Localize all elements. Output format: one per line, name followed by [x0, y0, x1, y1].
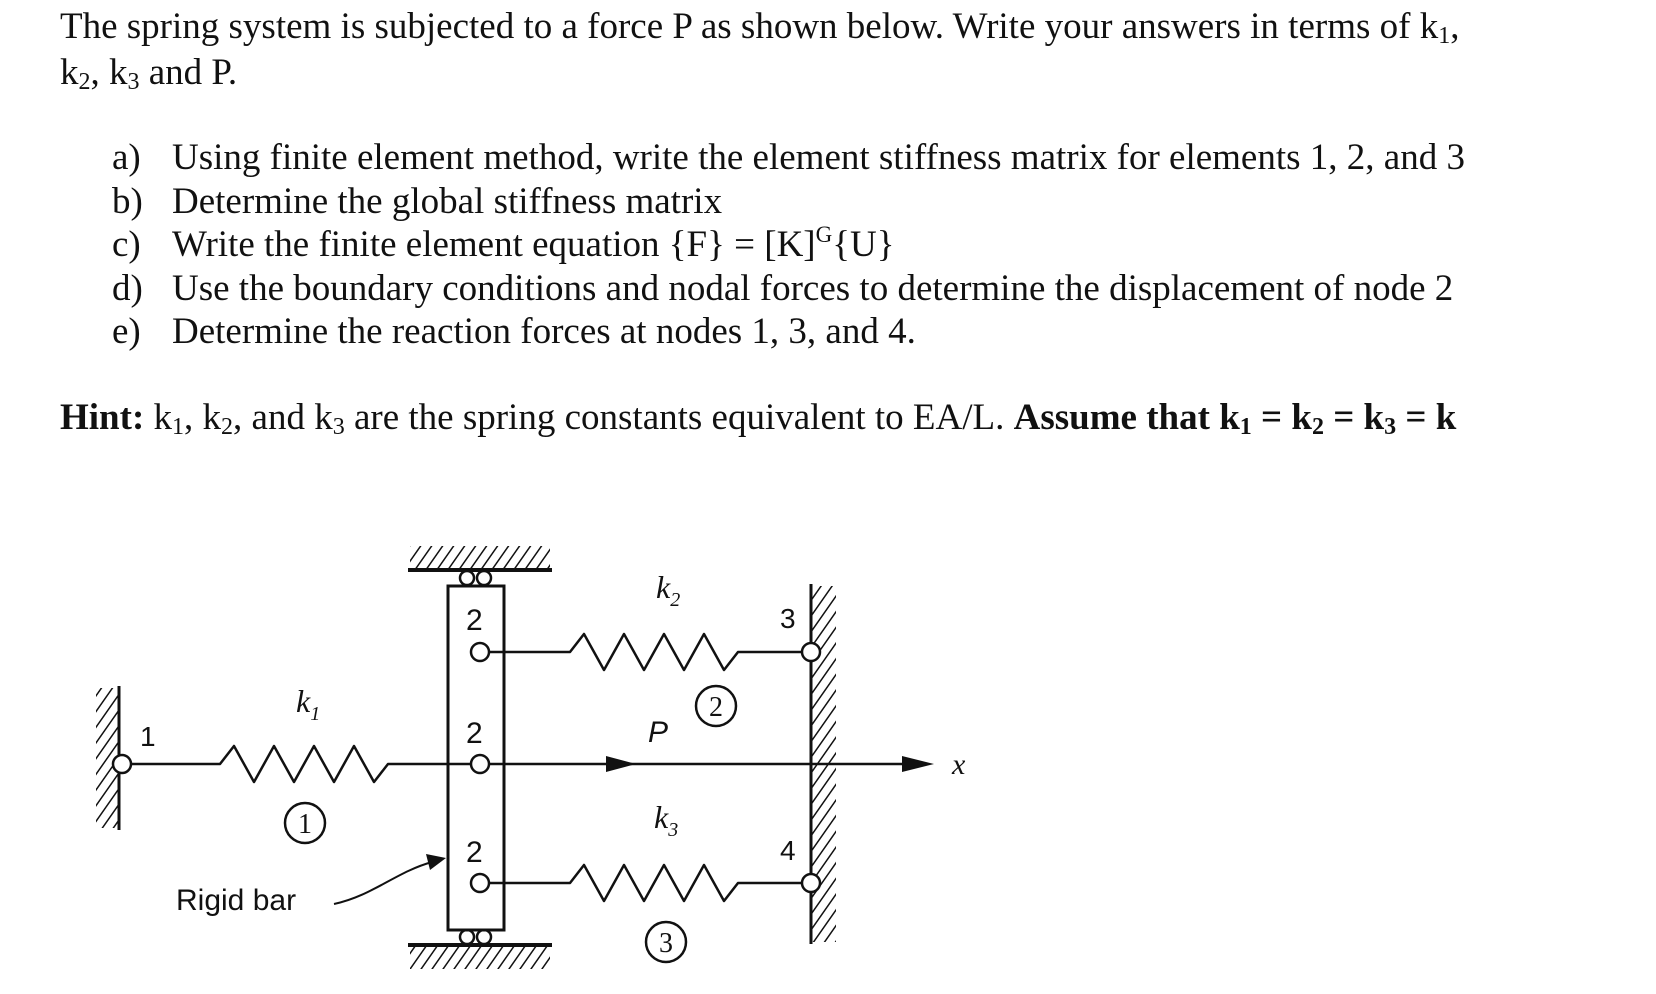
task-letter: a) — [112, 137, 141, 178]
hint-sub-3: 3 — [1384, 414, 1397, 440]
hint-eq: = — [1323, 397, 1364, 438]
hint-and: , and — [233, 397, 315, 438]
hint-sub-2: 2 — [221, 414, 234, 440]
task-text: Using finite element method, write the element stiffness matrix for elements 1, 2, and 3 — [172, 137, 1465, 178]
spring-k1-label — [296, 683, 320, 725]
intro-k3: k — [109, 52, 128, 93]
spring-k3-label — [654, 799, 678, 841]
hint-sub-1: 1 — [172, 414, 185, 440]
spring-k1-sub: 1 — [310, 703, 321, 725]
spring-k2-label — [656, 569, 680, 611]
intro-sep1: , — [1450, 6, 1460, 47]
rigid-bar-leader-arrowhead — [426, 854, 446, 870]
bottom-roller — [477, 930, 491, 944]
top-ground-hatch — [410, 546, 550, 568]
hint-assume: Assume that k — [1013, 397, 1240, 438]
spring-k3 — [480, 865, 811, 901]
element-3-label: 3 — [659, 928, 673, 959]
task-text: Use the boundary conditions and nodal forces to determine the displacement of node 2 — [172, 267, 1454, 309]
bottom-ground-hatch — [410, 947, 550, 969]
x-axis-label: x — [952, 748, 966, 781]
spring-k1-letter: k — [296, 683, 311, 719]
hint-k: k — [202, 397, 222, 438]
top-roller — [477, 571, 491, 585]
task-letter: c) — [112, 224, 141, 265]
node-2-circle — [471, 874, 489, 892]
task-letter: e) — [112, 311, 141, 352]
spring-k2-sub: 2 — [670, 589, 681, 611]
x-axis-arrowhead — [902, 756, 934, 772]
hint-k: k — [1291, 397, 1312, 438]
hint-sub-1: 1 — [1239, 414, 1252, 440]
rigid-bar-label: Rigid bar — [176, 884, 297, 917]
node-1-circle — [113, 755, 131, 773]
task-letter: d) — [112, 267, 143, 309]
intro-k3-sub: 3 — [127, 69, 140, 95]
node-2-label: 2 — [466, 717, 483, 750]
hint-sub-2: 2 — [1311, 414, 1324, 440]
hint-eq: = — [1251, 397, 1292, 438]
force-p-arrowhead — [606, 756, 636, 772]
spring-k2 — [480, 634, 811, 670]
task-text: Determine the reaction forces at nodes 1, 3, and 4. — [172, 311, 916, 352]
top-roller — [460, 571, 474, 585]
task-text: Determine the global stiffness matrix — [172, 180, 723, 222]
node-2-label: 2 — [466, 836, 483, 869]
node-4-label: 4 — [780, 835, 796, 866]
node-1-label: 1 — [140, 721, 156, 752]
hint-label: Hint: — [60, 397, 145, 438]
node-3-circle — [802, 643, 820, 661]
spring-k3-letter: k — [654, 799, 669, 835]
bottom-roller — [460, 930, 474, 944]
intro-k1-sub: 1 — [1438, 23, 1451, 49]
force-p-label: P — [648, 716, 669, 749]
hint-sub-3: 3 — [332, 414, 345, 440]
node-3-label: 3 — [780, 603, 796, 634]
spring-k1 — [119, 746, 480, 782]
intro-sep2: , — [90, 52, 109, 93]
spring-k2-letter: k — [656, 569, 671, 605]
task-letter: b) — [112, 180, 143, 222]
intro-tail: and P. — [139, 52, 238, 93]
hint-body: are the spring constants equivalent to EA/L. — [344, 397, 1014, 438]
element-1-label: 1 — [298, 809, 312, 840]
node-4-circle — [802, 874, 820, 892]
intro-k2: k — [60, 52, 79, 93]
hint-k: k — [153, 397, 173, 438]
node-2-circle — [471, 643, 489, 661]
intro-text: The spring system is subjected to a force P as shown below. Write your answers in terms of k — [60, 6, 1439, 47]
hint-k: k — [314, 397, 333, 438]
element-2-label: 2 — [709, 692, 723, 723]
task-equation-right: {U} — [832, 224, 895, 265]
rigid-bar-leader — [334, 862, 432, 904]
node-2-circle — [471, 755, 489, 773]
spring-k3-sub: 3 — [668, 819, 679, 841]
task-equation-left: Write the finite element equation {F} = [K] — [172, 224, 816, 265]
hint-comma: , — [184, 397, 203, 438]
intro-k2-sub: 2 — [78, 69, 91, 95]
hint-k: k — [1363, 397, 1385, 438]
hint-final: = k — [1396, 397, 1457, 438]
task-equation-sup: G — [815, 222, 833, 247]
node-2-label: 2 — [466, 604, 483, 637]
